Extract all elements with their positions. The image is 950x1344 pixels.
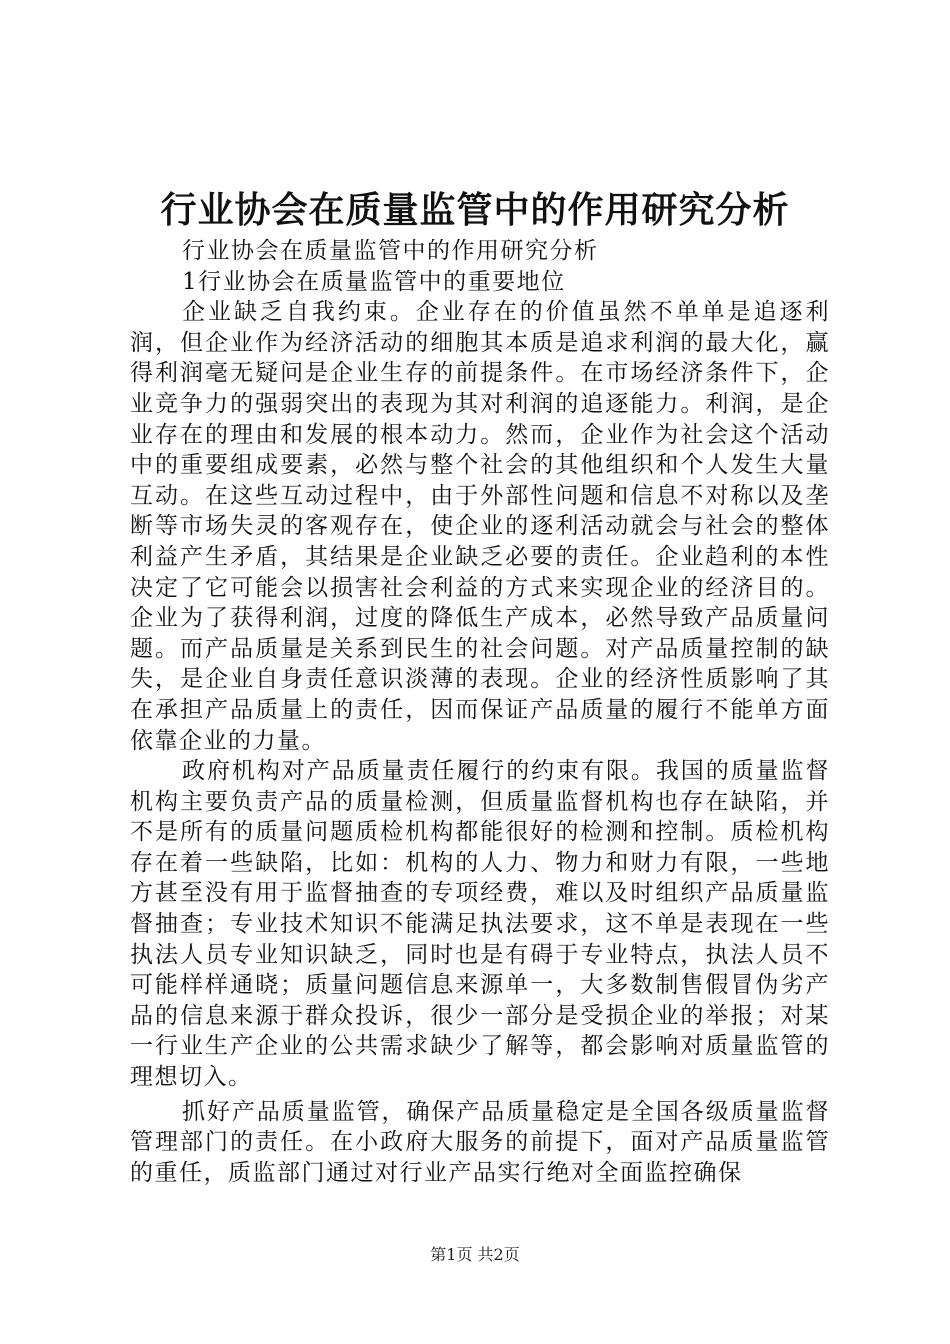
paragraph-enterprise-self-restraint: 企业缺乏自我约束。企业存在的价值虽然不单单是追逐利润，但企业作为经济活动的细胞其本质是追求利润的最大化，赢得利润毫无疑问是企业生存的前提条件。在市场经济条件下，企业竞争力的强弱突出的表现为其对利润的追逐能力。利润，是企业存在的理由和发展的根本动力。然而，企业作为社会这个活动中的重要组成要素，必然与整个社会的其他组织和个人发生大量互动。在这些互动过程中，由于外部性问题和信息不对称以及垄断等市场失灵的客观存在，使企业的逐利活动就会与社会的整体利益产生矛盾，其结果是企业缺乏必要的责任。企业趋利的本性决定了它可能会以损害社会利益的方式来实现企业的经济目的。企业为了获得利润，过度的降低生产成本，必然导致产品质量问题。而产品质量是关系到民生的社会问题。对产品质量控制的缺失，是企业自身责任意识淡薄的表现。企业的经济性质影响了其在承担产品质量上的责任，因而保证产品质量的履行不能单方面依靠企业的力量。	[130, 299, 830, 754]
paragraph-quality-supervision: 抓好产品质量监管，确保产品质量稳定是全国各级质量监督管理部门的责任。在小政府大服务的前提下，面对产品质量监管的重任，质监部门通过对行业产品实行绝对全面监控确保	[130, 1098, 830, 1186]
paragraph-subtitle: 行业协会在质量监管中的作用研究分析	[182, 238, 599, 264]
document-body	[130, 236, 830, 1188]
document-title: 行业协会在质量监管中的作用研究分析	[160, 189, 790, 231]
paragraph-government-constraint: 政府机构对产品质量责任履行的约束有限。我国的质量监督机构主要负责产品的质量检测，但质量监督机构也存在缺陷，并不是所有的质量问题质检机构都能很好的检测和控制。质检机构存在着一些缺陷，比如：机构的人力、物力和财力有限，一些地方甚至没有用于监督抽查的专项经费，难以及时组织产品质量监督抽查；专业技术知识不能满足执法要求，这不单是表现在一些执法人员专业知识缺乏，同时也是有碍于专业特点，执法人员不可能样样通晓；质量问题信息来源单一，大多数制售假冒伪劣产品的信息来源于群众投诉，很少一部分是受损企业的举报；对某一行业生产企业的公共需求缺少了解等，都会影响对质量监管的理想切入。	[130, 758, 830, 1091]
page-footer: 第1页 共2页	[430, 1245, 520, 1264]
section-heading: 1行业协会在质量监管中的重要地位	[182, 268, 566, 295]
